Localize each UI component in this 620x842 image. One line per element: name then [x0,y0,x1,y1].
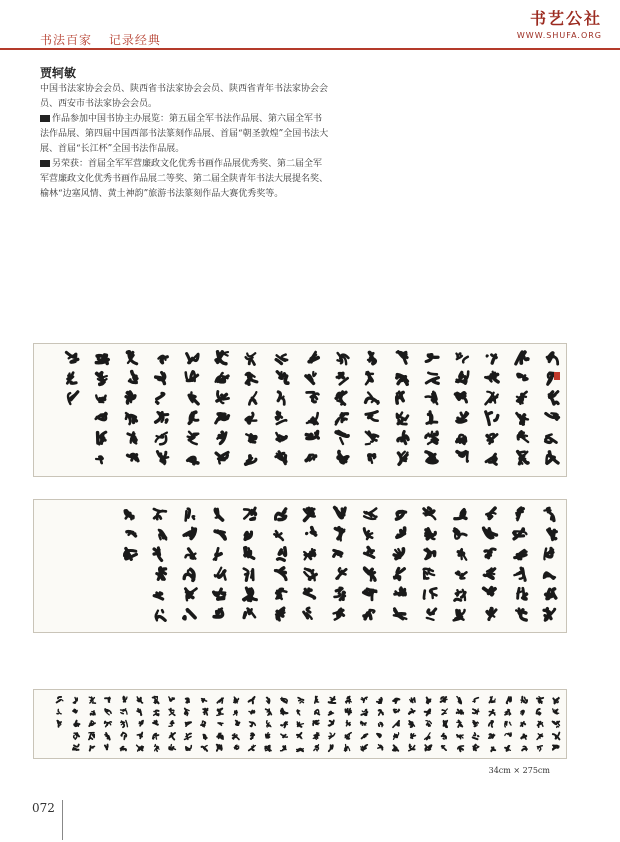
artist-bio [40,82,330,202]
section-title: 书法百家 [40,33,93,47]
calligraphy-strokes-2 [34,500,566,632]
calligraphy-strokes-1 [34,344,566,476]
calligraphy-strokes-full [34,690,566,758]
logo-text: 书艺公社 [529,9,602,28]
bio-memberships: 中国书法家协会会员、陕西省书法家协会会员、陕西省青年书法家协会会员、西安市书法家协会会员。 [40,84,329,109]
bio-awards-row [40,157,330,202]
logo-mark [517,6,602,29]
column-title: 记录经典 [108,33,161,47]
calligraphy-panel-full [33,689,567,759]
logo-url: WWW.SHUFA.ORG [516,31,602,40]
bio-exhibitions-row [40,112,330,157]
bullet-marker-icon [40,160,50,167]
header-rule [0,48,620,50]
bio-awards: 另荣获：首届全军军营廉政文化优秀书画作品展优秀奖、第二届全军军营廉政文化优秀书画作品展二等奖、第二届全陕青年书法大展提名奖、榆林“边塞风情、黄土神韵”旅游书法篆刻作品大赛优秀奖等。 [40,159,329,199]
footer-rule [62,800,63,840]
site-logo[interactable] [517,6,602,40]
calligraphy-panel-1 [33,343,567,477]
artwork-size: 34cm × 275cm [488,766,550,775]
section-header [40,31,173,48]
bio-exhibitions: 作品参加中国书协主办展览：第五届全军书法作品展、第六届全军书法作品展、第四届中国西部书法篆刻作品展、首届“朝圣敦煌”全国书法大展、首届“长江杯”全国书法作品展。 [40,114,329,154]
calligraphy-panel-2 [33,499,567,633]
artist-name: 贾轲敏 [40,66,77,80]
page-number: 072 [32,801,55,815]
bullet-marker-icon [40,115,50,122]
